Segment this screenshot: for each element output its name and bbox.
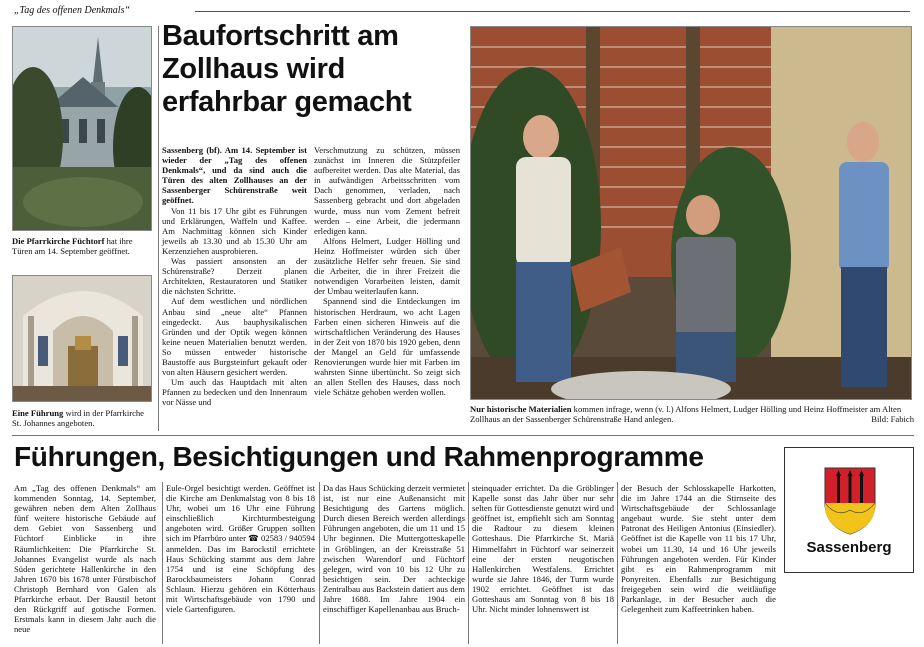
article2-divider-4 [617, 482, 618, 644]
article1-col1: Sassenberg (bf). Am 14. September ist wieder der „Tag des offenen Denkmals“, und da sind auch die Türen des alten Zollhauses an der Sassenberger Schürenstraße weit geöffnet. Von 11 bis 17 Uhr gibt es Führungen und Erklärungen, Waffeln und Kaffee. Am Nachmittag können sich Kinder jeweils ab 13.30 und ab 15.30 Uhr am Kerzenziehen ausprobieren. Was passiert ansonsten an der Schürenstraße? Derzeit planen Architekten, Restauratoren und Statiker die nächsten Schritte. Auf dem westlichen und nördlichen Anbau sind „neue alte“ Pfannen eingedeckt. Aus bauphysikalischen Gründen und der Optik wegen können keine neuen Materialien benutzt werden. So müssen entweder historische Baustoffe aus Burgsteinfurt gekauft oder von alten Häusern gesichert werden. Um auch das Hauptdach mit alten Pfannen zu bedecken und den Innenraum vor Nässe und [162, 145, 307, 408]
article2-col4: steinquader errichtet. Da die Gröblinger Kapelle sonst das Jahr über nur sehr selten für Gottesdienste genutzt wird und geöffnet ist, empfiehlt sich am Sonntag die Radtour zu diesem kleinen Gotteshaus. Die Pfarrkirche St. Mariä Himmelfahrt in Füchtorf war seinerzeit eine der ersten neugotischen Hallenkirchen Westfalens. Errichtet wurde sie Jahre 1846, der Turm wurde 1902 errichtet. Geöffnet ist das Gotteshaus am Sonntag von 8 bis 18 Uhr. Nicht minder lohnenswert ist [472, 483, 614, 615]
section-divider [12, 435, 914, 436]
article2-col1: Am „Tag des offenen Denkmals“ am kommenden Sonntag, 14. September, gewähren neben dem Alten Zollhaus fünf weitere historische Gebäude auf dem Gebiet von Sassenberg und Füchtorf Einblicke in ihre Räumlichkeiten: Die Pfarrkirche St. Johannes Evangelist wurde als nach Süden gerichtete Hallenkirche in den Jahren 1670 bis 1678 unter Fürstbischof Christoph Bernhard von Galen als Pfarrkirche erbaut. Der Baustil betont den Rückgriff auf gotische Formen. Erstmals kann in diesem Jahr auch die neue [14, 483, 156, 635]
article1-col2-p3: Spannend sind die Entdeckungen im historischen Herdraum, wo acht Lagen Farben einen sicheren Hinweis auf die wirtschaftlichen Veränderung des Hauses in der Zeit von 1870 bis 1920 geben, denn der Mangel an Geld für umfassende Renovierungen wurde hier mit Farben im wahrsten Sinne übertüncht. So zeigt sich an allen Stellen des Hauses, dass noch viele Schätze gehoben werden wollen. [314, 296, 460, 398]
kicker: „Tag des offenen Denkmals“ [14, 5, 131, 16]
article1-col1-p3: Was passiert ansonsten an der Schürenstraße? Derzeit planen Architekten, Restauratoren und Statiker die nächsten Schritte. [162, 256, 307, 297]
article1-col1-p2: Von 11 bis 17 Uhr gibt es Führungen und Erklärungen, Waffeln und Kaffee. Am Nachmittag können sich Kinder jeweils ab 13.30 und ab 15.30 Uhr am Kerzenziehen ausprobieren. [162, 205, 307, 256]
sassenberg-crest-box [784, 447, 914, 573]
main-photo [470, 26, 912, 400]
article1-col2 [314, 145, 460, 397]
article1-col1-p5: Um auch das Hauptdach mit alten Pfannen zu bedecken und den Innenraum vor Nässe und [162, 377, 307, 408]
church-exterior-photo [12, 26, 152, 231]
article1-col2-p2: Alfons Helmert, Ludger Hölling und Heinz Hoffmeister würden sich über zusätzliche Helfer sehr freuen. Sie sind die Arbeiter, die in ihrer Freizeit die notwendigen Vorarbeiten leisten, damit der Umbau weiterlaufen kann. [314, 235, 460, 297]
church-exterior-image [13, 27, 152, 231]
article1-col2-p1: Verschmutzung zu schützen, müssen zunächst im Inneren die Stützpfeiler aufbereitet werden. Das alte Material, das in aufwändigen Arbeitsschritten vom Dach genommen, verladen, nach Sassenberg gebracht und dort abgeladen wurde, muss nun vom Zement befreit werden – eine Arbeit, die jedermann erledigen kann. [314, 145, 460, 236]
article2-divider-2 [319, 482, 320, 644]
article2-col2: Eule-Orgel besichtigt werden. Geöffnet ist die Kirche am Denkmalstag von 8 bis 18 Uhr, wobei um 16 Uhr eine Führung einschließlich Kirchturmbesteigung angeboten wird. Größer Gruppen sollten sich im Pfarrbüro unter ☎ 02583 / 940594 anmelden. Das im Barockstil errichtete Haus Schücking stammt aus dem Jahre 1754 und ist eine Schöpfung des Barockbaumeisters Johann Conrad Schlaun. Hierzu gehören ein Kötterhaus mit Wirtschaftsgebäude von 1790 und viele Gartenfiguren. [166, 483, 315, 615]
article1-col1-p4: Auf dem westlichen und nördlichen Anbau sind „neue alte“ Pfannen eingedeckt. Aus bauphysikalischen Gründen und der Optik wegen können keine neuen Materialien benutzt werden. So müssen entweder historische Baustoffe aus Burgsteinfurt gekauft oder von alten Häusern gesichert werden. [162, 296, 307, 378]
article2-divider-1 [162, 482, 163, 644]
article2-col5: der Besuch der Schlosskapelle Harkotten, die im Jahre 1744 an die Stirnseite des Wirtschaftsgebäude der Schlossanlage angebaut wurde. Sie steht unter dem Patronat des Heiligen Antonius (Einsiedler). Geöffnet ist die Kapelle von 11 bis 17 Uhr, wobei um 11.30, 14 und 16 Uhr jeweils Führungen angeboten werden. Für Kinder gibt es ein Rahmenprogramm mit Ponyreiten. Ebenfalls zur Besichtigung freigegeben sein wird die weitläufige Parkanlage, in der Besucher auch die Gelegenheit zum Kaffeetrinken haben. [621, 483, 776, 615]
headline-article1: Baufortschritt am Zollhaus wird erfahrbar gemacht [162, 20, 412, 118]
caption-interior: Eine Führung wird in der Pfarrkirche St. Johannes angeboten. [12, 408, 144, 428]
church-interior-image [13, 276, 152, 402]
caption-main: Nur historische Materialien kommen infrage, wenn (v. l.) Alfons Helmert, Ludger Hölling und Heinz Hoffmeister am Alten Zollhaus an der Sassenberger Schürenstraße Hand anlegen. Bild: Fabich [470, 404, 914, 424]
headline-article2: Führungen, Besichtigungen und Rahmenprogramme [14, 441, 704, 472]
top-rule [195, 11, 910, 12]
church-interior-photo [12, 275, 152, 402]
photo-credit: Bild: Fabich [871, 414, 914, 424]
article2-col3: Da das Haus Schücking derzeit vermietet ist, ist nur eine Außenansicht mit Besichtigung des Gartens möglich. Durch diesen Bereich werden allerdings Führungen angeboten, die um 11 und 15 Uhr beginnen. Die Muttergotteskapelle in Gröblingen, an der Kreisstraße 51 zwischen Warendorf und Füchtorf gelegen, wird von 10 bis 12 Uhr zu besichtigen sein. Der achteckige Zentralbau aus Backstein datiert aus dem Jahre 1688. Im Jahre 1904 ein einschiffiger Kapellenanbau aus Bruch- [323, 483, 465, 615]
crest-title: Sassenberg [806, 539, 892, 556]
workers-photo-image [471, 27, 912, 400]
article2-divider-3 [468, 482, 469, 644]
sassenberg-coat-of-arms-icon [785, 448, 915, 538]
caption-church: Die Pfarrkirche Füchtorf hat ihre Türen am 14. September geöffnet. [12, 236, 133, 256]
vertical-divider-1 [158, 26, 159, 431]
